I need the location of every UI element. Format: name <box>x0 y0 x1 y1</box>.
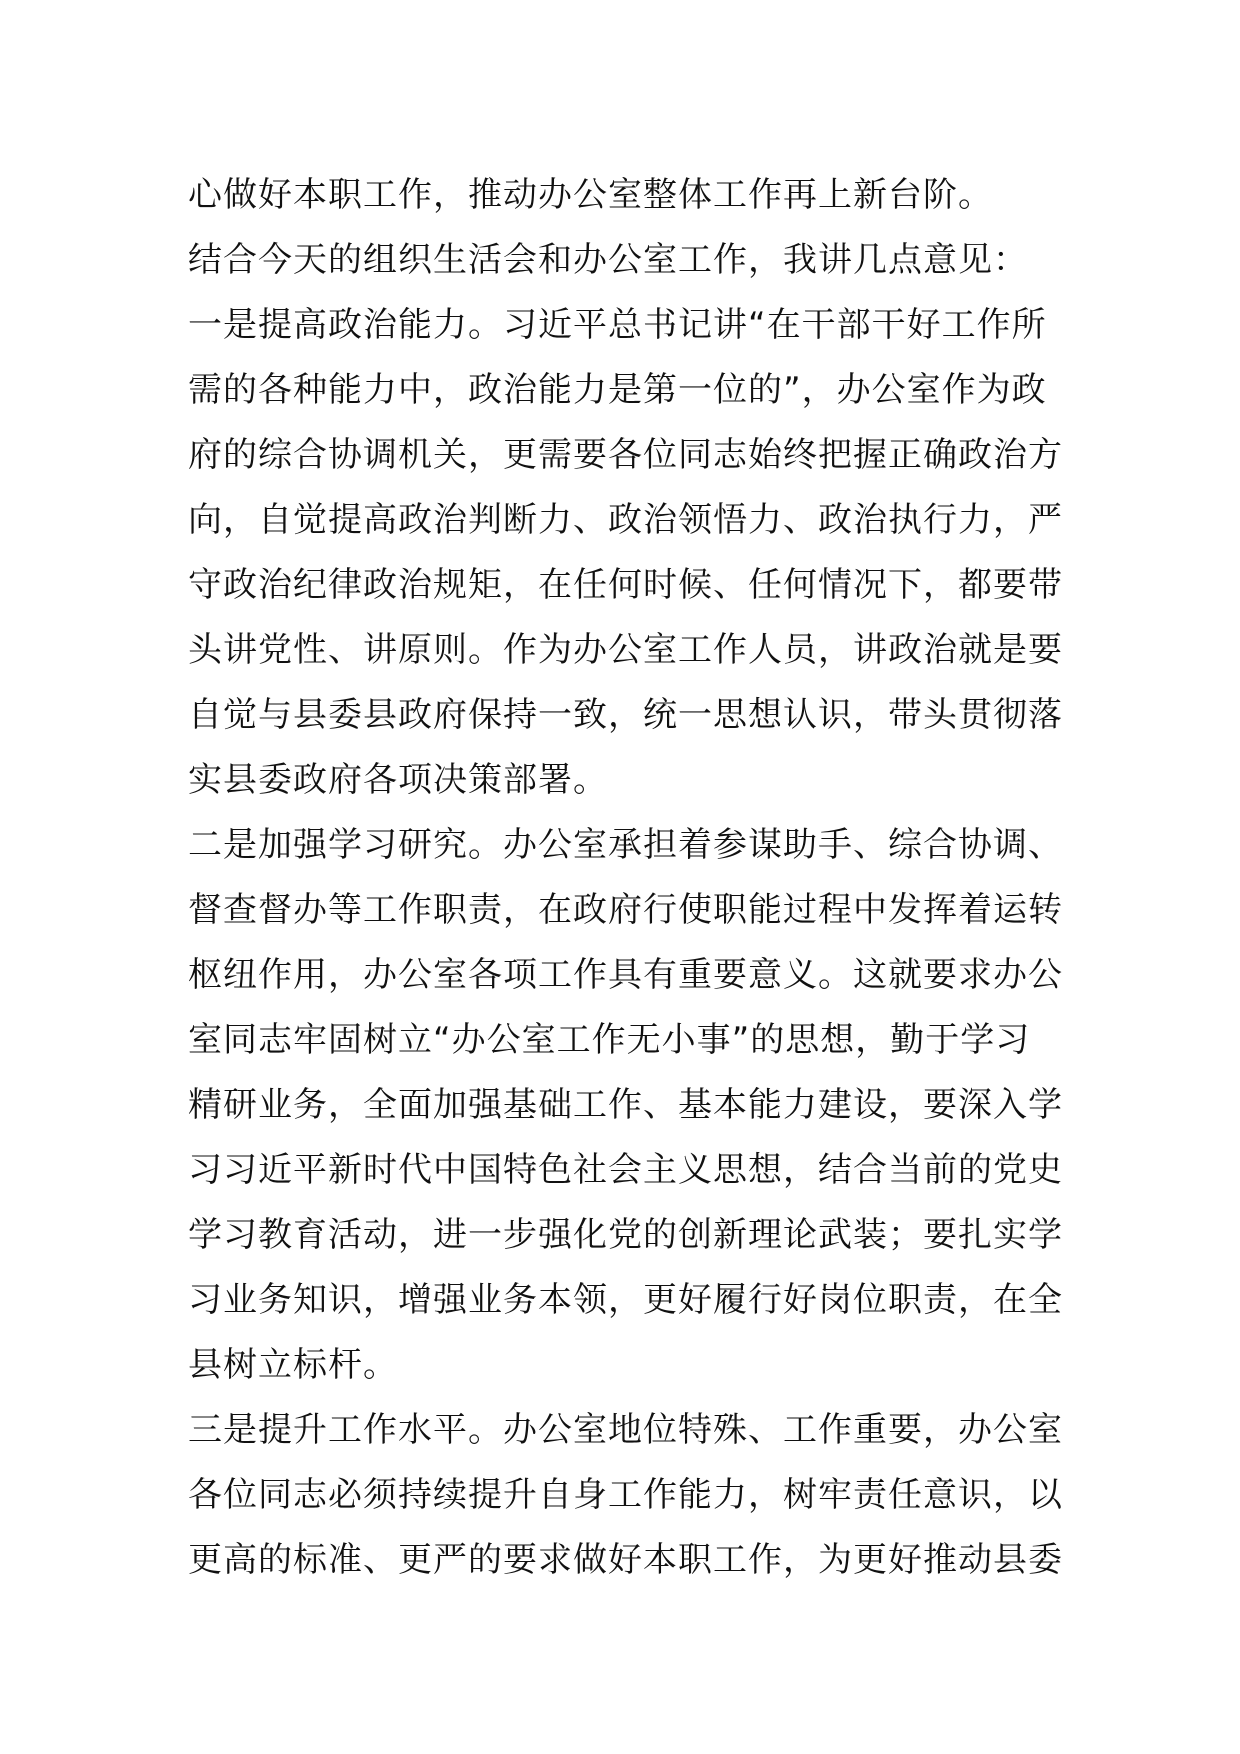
text-line: 府的综合协调机关，更需要各位同志始终把握正确政治方 <box>188 435 1063 475</box>
text-line: 向，自觉提高政治判断力、政治领悟力、政治执行力，严 <box>188 500 1063 540</box>
text-line: 县树立标杆。 <box>188 1345 398 1385</box>
text-line: 精研业务，全面加强基础工作、基本能力建设，要深入学 <box>188 1085 1063 1125</box>
text-line: 各位同志必须持续提升自身工作能力，树牢责任意识，以 <box>188 1475 1063 1515</box>
text-line: 结合今天的组织生活会和办公室工作，我讲几点意见： <box>188 240 1028 280</box>
text-line: 需的各种能力中，政治能力是第一位的”，办公室作为政 <box>188 370 1047 410</box>
text-line: 守政治纪律政治规矩，在任何时候、任何情况下，都要带 <box>188 565 1063 605</box>
text-line: 室同志牢固树立“办公室工作无小事”的思想，勤于学习 <box>188 1020 1031 1060</box>
text-line: 自觉与县委县政府保持一致，统一思想认识，带头贯彻落 <box>188 695 1063 735</box>
text-line: 头讲党性、讲原则。作为办公室工作人员，讲政治就是要 <box>188 630 1063 670</box>
text-line: 学习教育活动，进一步强化党的创新理论武装；要扎实学 <box>188 1215 1063 1255</box>
text-line: 习业务知识，增强业务本领，更好履行好岗位职责，在全 <box>188 1280 1063 1320</box>
text-line: 更高的标准、更严的要求做好本职工作，为更好推动县委 <box>188 1540 1063 1580</box>
text-line: 二是加强学习研究。办公室承担着参谋助手、综合协调、 <box>188 825 1063 865</box>
text-line: 一是提高政治能力。习近平总书记讲“在干部干好工作所 <box>188 305 1047 345</box>
text-line: 心做好本职工作，推动办公室整体工作再上新台阶。 <box>188 175 993 215</box>
text-line: 督查督办等工作职责，在政府行使职能过程中发挥着运转 <box>188 890 1063 930</box>
text-line: 枢纽作用，办公室各项工作具有重要意义。这就要求办公 <box>188 955 1063 995</box>
text-line: 习习近平新时代中国特色社会主义思想，结合当前的党史 <box>188 1150 1063 1190</box>
document-body <box>188 163 1068 1593</box>
text-line: 实县委政府各项决策部署。 <box>188 760 608 800</box>
text-line: 三是提升工作水平。办公室地位特殊、工作重要，办公室 <box>188 1410 1063 1450</box>
